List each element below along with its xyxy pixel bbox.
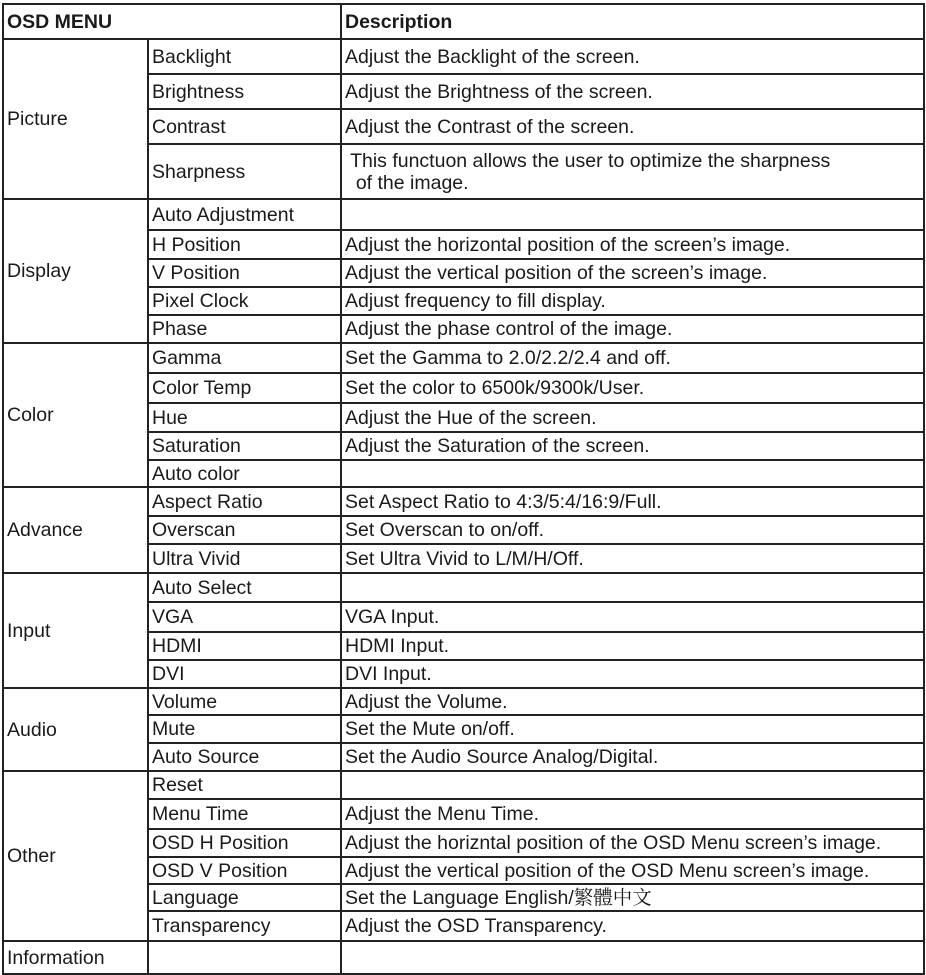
description-cell (341, 573, 924, 602)
description-cell: This functuon allows the user to optimize the sharpness of the image. (341, 144, 924, 199)
description-cell: Set the Language English/繁體中文 (341, 884, 924, 911)
description-cell: HDMI Input. (341, 632, 924, 660)
menu-item-cell: Phase (148, 315, 341, 343)
description-cell: Set the color to 6500k/9300k/User. (341, 373, 924, 403)
description-cell: Adjust the horizontal position of the screen’s image. (341, 230, 924, 259)
menu-group-cell: Input (3, 573, 148, 688)
menu-item-cell: Overscan (148, 516, 341, 544)
menu-item-cell: DVI (148, 660, 341, 688)
menu-item-cell: Sharpness (148, 144, 341, 199)
menu-group-cell: Advance (3, 487, 148, 573)
menu-item-cell: Auto color (148, 460, 341, 487)
description-cell: Adjust the vertical position of the screen’s image. (341, 259, 924, 287)
menu-item-cell: Reset (148, 771, 341, 799)
description-cell: Adjust the horizntal position of the OSD Menu screen’s image. (341, 829, 924, 857)
menu-item-cell: H Position (148, 230, 341, 259)
table-row (3, 941, 924, 974)
table-row (3, 573, 924, 602)
menu-group-cell: Information (3, 941, 148, 974)
table-row (3, 771, 924, 799)
menu-item-cell: OSD V Position (148, 857, 341, 884)
table-row (3, 487, 924, 516)
menu-group-cell: Other (3, 771, 148, 941)
description-cell: Adjust the Saturation of the screen. (341, 432, 924, 460)
description-cell: Adjust the vertical position of the OSD Menu screen’s image. (341, 857, 924, 884)
menu-item-cell: Auto Select (148, 573, 341, 602)
description-cell (341, 941, 924, 974)
header-osd-menu: OSD MENU (3, 4, 341, 39)
description-cell: VGA Input. (341, 602, 924, 632)
menu-item-cell: Menu Time (148, 799, 341, 829)
menu-item-cell (148, 941, 341, 974)
menu-item-cell: Contrast (148, 109, 341, 144)
menu-item-cell: Mute (148, 715, 341, 743)
description-cell: Adjust the Hue of the screen. (341, 403, 924, 432)
description-cell (341, 199, 924, 230)
menu-item-cell: Hue (148, 403, 341, 432)
description-cell: Set the Audio Source Analog/Digital. (341, 743, 924, 771)
description-cell: Adjust the Backlight of the screen. (341, 39, 924, 74)
menu-item-cell: Aspect Ratio (148, 487, 341, 516)
menu-item-cell: Backlight (148, 39, 341, 74)
description-cell (341, 460, 924, 487)
menu-group-cell: Display (3, 199, 148, 343)
menu-group-cell: Color (3, 343, 148, 487)
table-row (3, 39, 924, 74)
description-cell: Adjust the OSD Transparency. (341, 911, 924, 941)
description-cell: Set Aspect Ratio to 4:3/5:4/16:9/Full. (341, 487, 924, 516)
menu-group-cell: Audio (3, 688, 148, 771)
menu-item-cell: Transparency (148, 911, 341, 941)
table-row (3, 688, 924, 715)
menu-item-cell: Gamma (148, 343, 341, 373)
menu-item-cell: VGA (148, 602, 341, 632)
table-row (3, 199, 924, 230)
menu-item-cell: HDMI (148, 632, 341, 660)
menu-item-cell: Color Temp (148, 373, 341, 403)
menu-item-cell: Ultra Vivid (148, 544, 341, 573)
description-cell: Adjust the phase control of the image. (341, 315, 924, 343)
menu-item-cell: Language (148, 884, 341, 911)
description-cell (341, 771, 924, 799)
menu-item-cell: Brightness (148, 74, 341, 109)
menu-group-cell: Picture (3, 39, 148, 199)
menu-item-cell: V Position (148, 259, 341, 287)
header-description: Description (341, 4, 924, 39)
description-cell: Set the Gamma to 2.0/2.2/2.4 and off. (341, 343, 924, 373)
description-cell: Set Ultra Vivid to L/M/H/Off. (341, 544, 924, 573)
description-cell: Adjust the Contrast of the screen. (341, 109, 924, 144)
menu-item-cell: Pixel Clock (148, 287, 341, 315)
table-body (3, 4, 924, 974)
table-row (3, 343, 924, 373)
description-cell: DVI Input. (341, 660, 924, 688)
menu-item-cell: Saturation (148, 432, 341, 460)
description-cell: Adjust the Brightness of the screen. (341, 74, 924, 109)
menu-item-cell: OSD H Position (148, 829, 341, 857)
menu-item-cell: Volume (148, 688, 341, 715)
menu-item-cell: Auto Source (148, 743, 341, 771)
description-cell: Set the Mute on/off. (341, 715, 924, 743)
description-cell: Adjust the Volume. (341, 688, 924, 715)
menu-item-cell: Auto Adjustment (148, 199, 341, 230)
description-cell: Adjust the Menu Time. (341, 799, 924, 829)
osd-menu-table (2, 3, 925, 975)
description-cell: Adjust frequency to fill display. (341, 287, 924, 315)
description-cell: Set Overscan to on/off. (341, 516, 924, 544)
header-row (3, 4, 924, 39)
